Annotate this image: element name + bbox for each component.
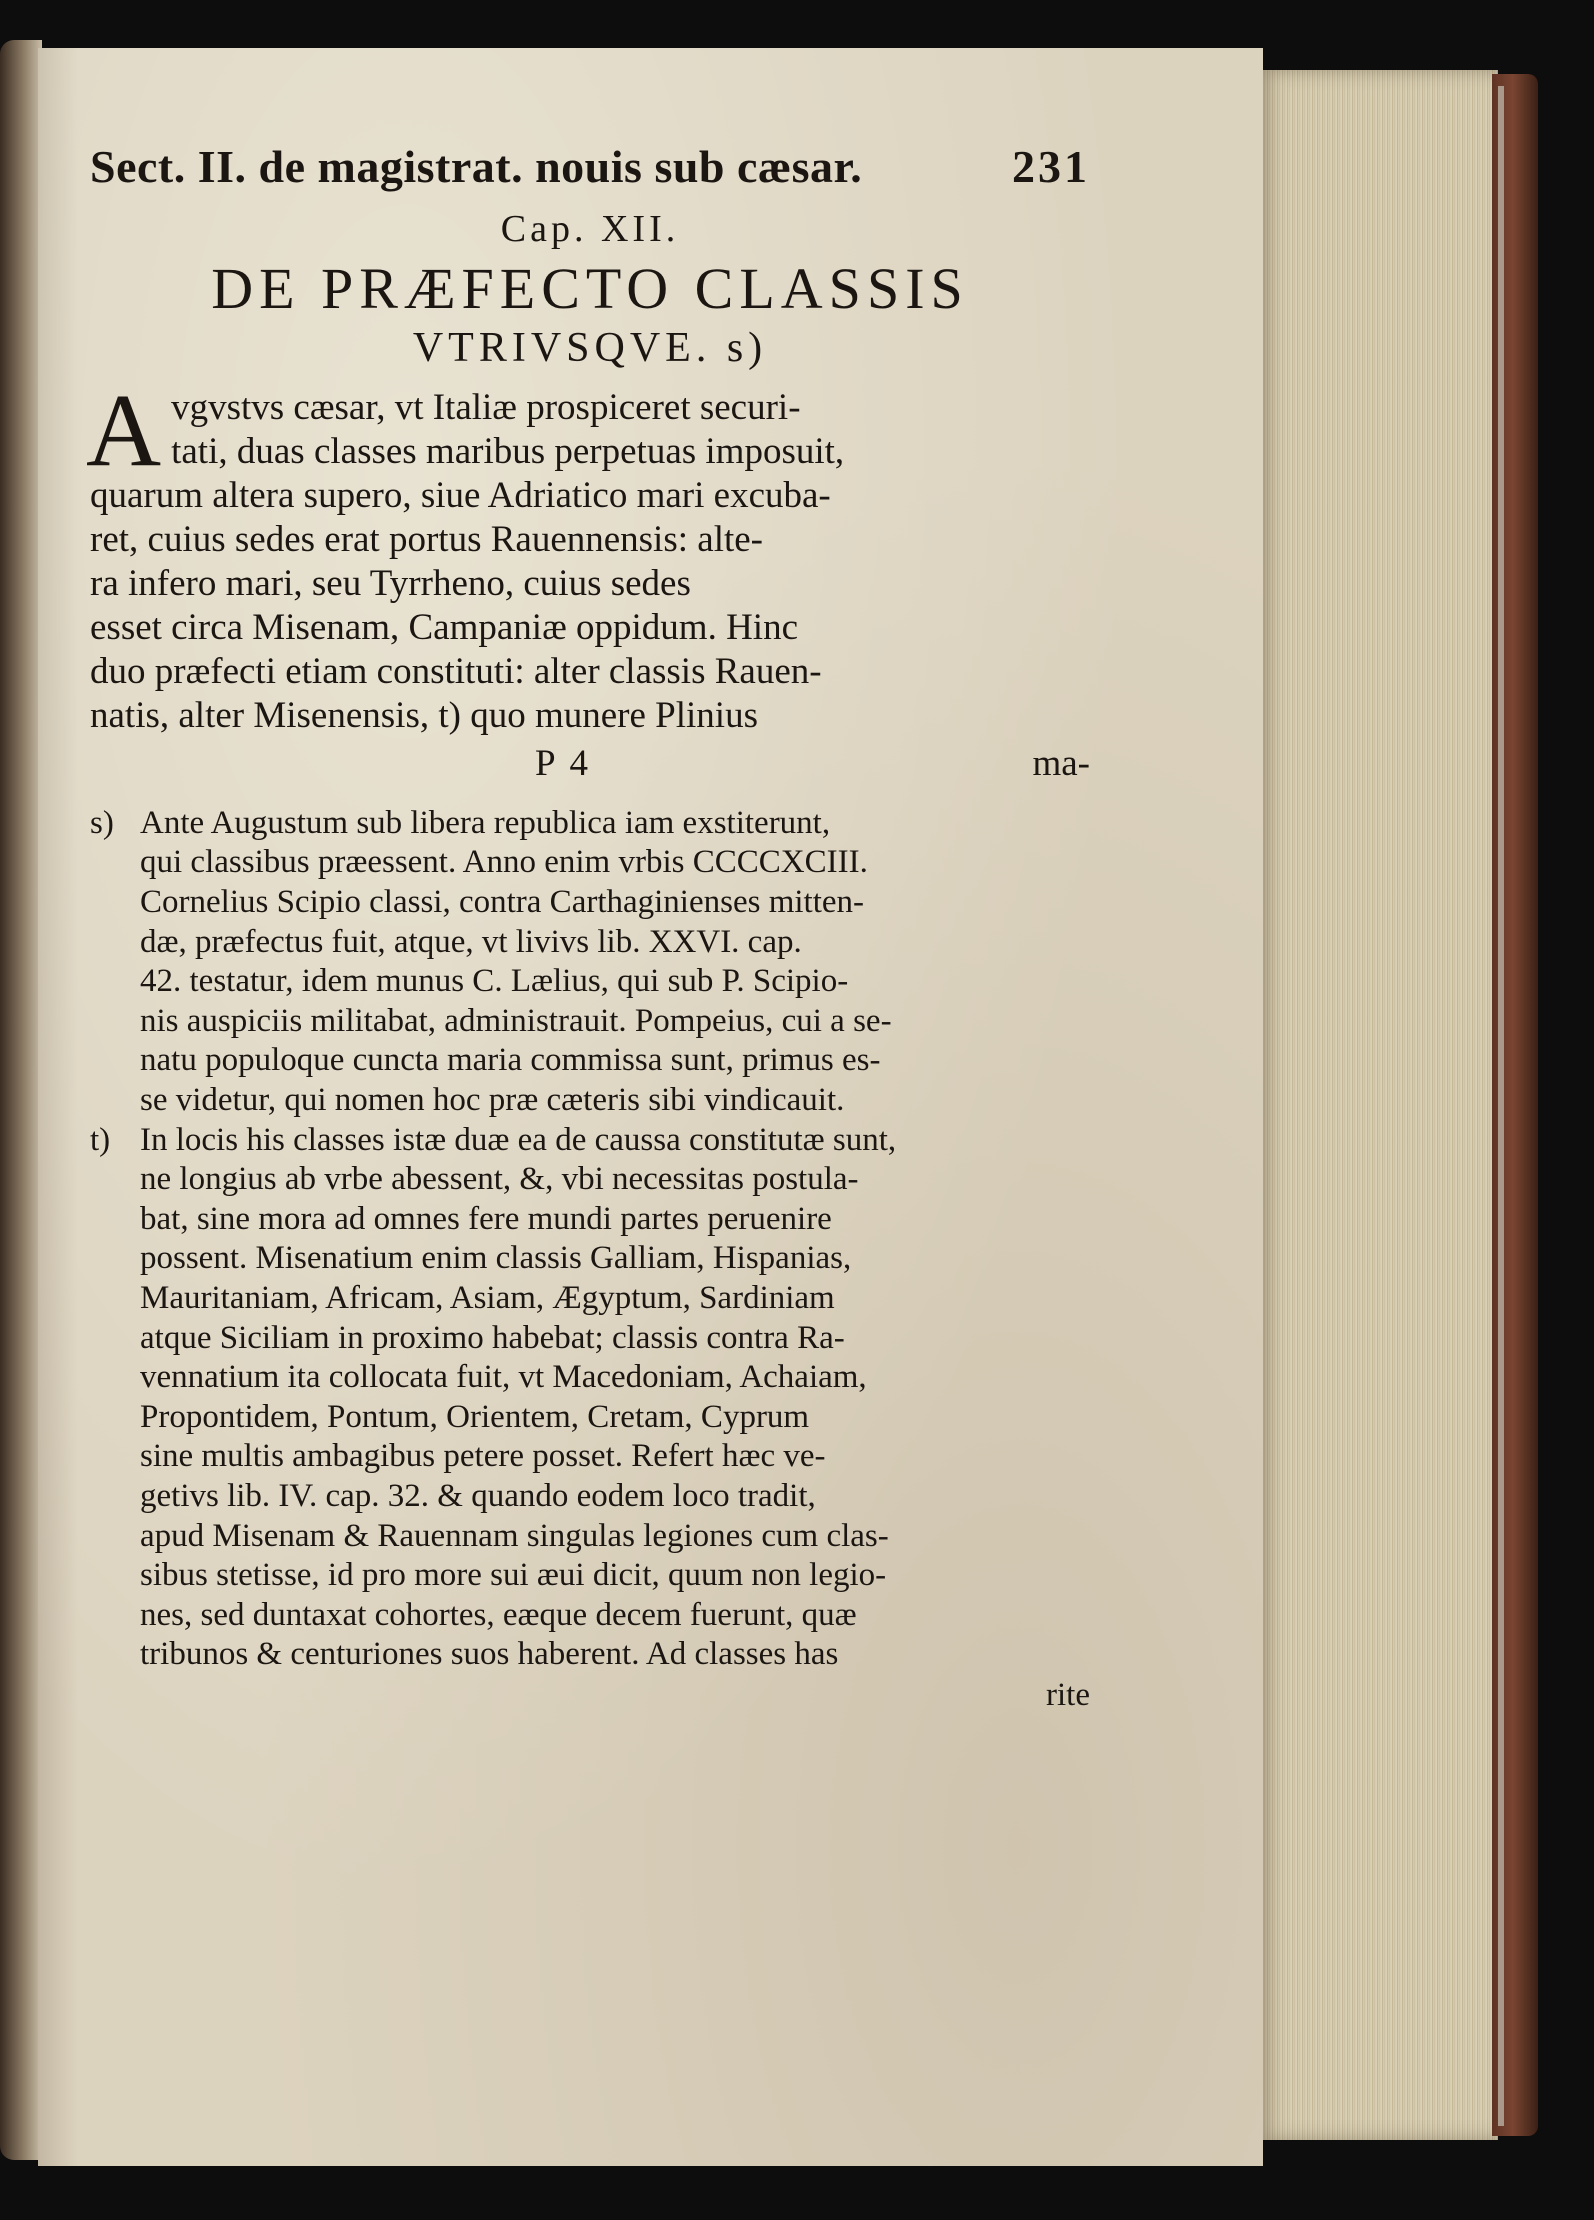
signature-mark: P 4 [535,742,591,784]
main-text-line: tati, duas classes maribus perpetuas imposuit, [171,430,845,472]
footnote-s [90,804,1090,1121]
page-text-block [86,140,1090,1714]
footnote-mark: t) [90,1121,111,1158]
chapter-title-continued: VTRIVSQVE. s) [412,324,768,371]
drop-capital: A [86,372,162,488]
footnote-line: nes, sed duntaxat cohortes, eæque decem fuerunt, quæ [140,1596,857,1633]
footnote-line: sine multis ambagibus petere posset. Refert hæc ve- [140,1438,826,1475]
chapter-number: Cap. XII. [500,208,680,250]
footnote-line: sibus stetisse, id pro more sui æui dicit, quum non legio- [140,1557,887,1594]
footnote-line: Cornelius Scipio classi, contra Carthaginienses mitten- [140,884,865,921]
footnote-line: vennatium ita collocata fuit, vt Macedoniam, Achaiam, [140,1359,867,1396]
footnote-t [90,1121,1090,1675]
footnote-line: se videtur, qui nomen hoc præ cæteris sibi vindicauit. [140,1082,845,1119]
running-head-title: Sect. II. de magistrat. nouis sub cæsar. [90,141,863,192]
footnote-line: possent. Misenatium enim classis Galliam, Hispanias, [140,1240,852,1277]
footnote-line [90,804,1090,844]
catchword: ma- [1032,742,1090,784]
footnote-line: dæ, præfectus fuit, atque, vt livivs lib. XXVI. cap. [140,923,802,960]
footnote-line: 42. testatur, idem munus C. Lælius, qui sub P. Scipio- [140,963,849,1000]
footnote-line: Mauritaniam, Africam, Asiam, Ægyptum, Sardiniam [140,1280,835,1317]
footnote-line: nis auspiciis militabat, administrauit. Pompeius, cui a se- [140,1002,892,1039]
footnote-line: qui classibus præessent. Anno enim vrbis CCCCXCIII. [140,844,868,881]
page-block-fore-edge [1258,70,1498,2140]
main-text-line: quarum altera supero, siue Adriatico mari excuba- [90,474,831,516]
footnote-line: apud Misenam & Rauennam singulas legiones cum clas- [140,1517,889,1554]
footnote-line: natu populoque cuncta maria commissa sunt, primus es- [140,1042,881,1079]
page-number: 231 [1012,141,1090,192]
running-head [90,140,1090,193]
footnote-line-text: In locis his classes istæ duæ ea de caussa constitutæ sunt, [140,1121,897,1158]
footnote-line: ne longius ab vrbe abessent, &, vbi necessitas postula- [140,1161,859,1198]
previous-page-edge [0,40,42,2160]
signature-row [90,742,1090,786]
footnote-line: getivs lib. IV. cap. 32. & quando eodem loco tradit, [140,1477,816,1514]
footnote-line-text: Ante Augustum sub libera republica iam exstiterunt, [140,804,831,841]
footnote-line: Propontidem, Pontum, Orientem, Cretam, Cyprum [140,1398,810,1435]
main-text-line: esset circa Misenam, Campaniæ oppidum. Hinc [90,606,798,648]
main-text-line: duo præfecti etiam constituti: alter classis Rauen- [90,650,822,692]
cover-board-edge [1498,86,1504,2126]
footnote-mark: s) [90,804,114,841]
footnote-line: bat, sine mora ad omnes fere mundi partes peruenire [140,1200,832,1237]
main-text [86,372,1090,738]
footnote-line [90,1121,1090,1161]
footnote-catchword: rite [1046,1676,1090,1713]
footnote-line: atque Siciliam in proximo habebat; classis contra Ra- [140,1319,845,1356]
chapter-title: DE PRÆFECTO CLASSIS [211,256,969,321]
main-text-line: natis, alter Misenensis, t) quo munere Plinius [90,694,758,736]
main-text-line: ret, cuius sedes erat portus Rauennensis: alte- [90,518,763,560]
main-text-line: vgvstvs cæsar, vt Italiæ prospiceret securi- [171,386,801,428]
main-text-line: ra infero mari, seu Tyrrheno, cuius sedes [90,562,691,604]
footnote-line: tribunos & centuriones suos haberent. Ad classes has [140,1636,839,1673]
